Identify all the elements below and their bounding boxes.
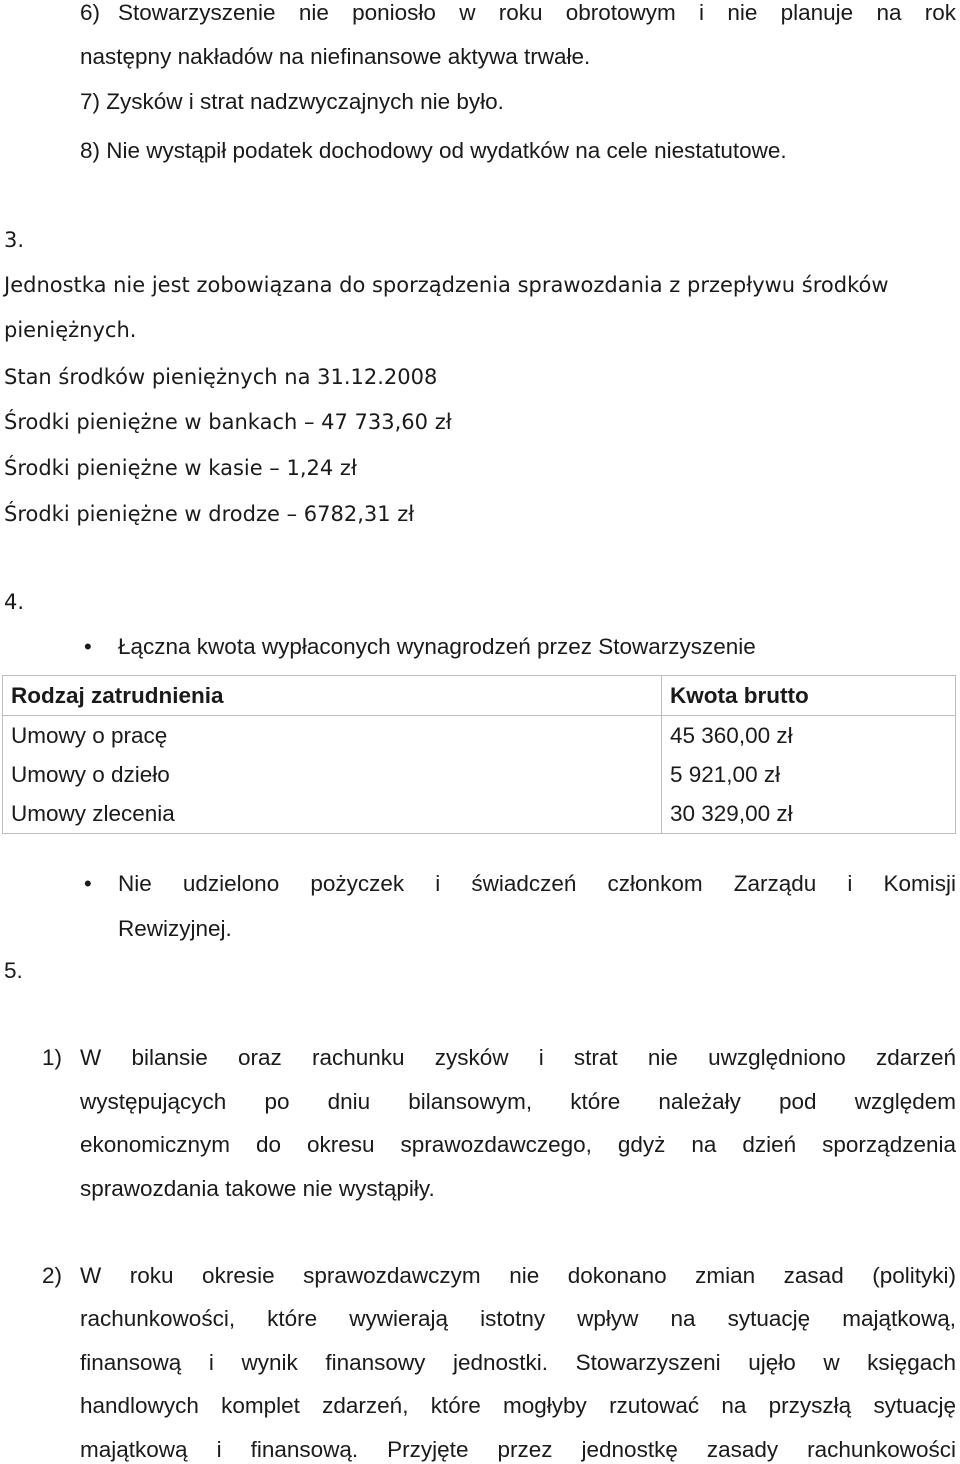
item-7: 7) Zysków i strat nadzwyczajnych nie było. — [80, 89, 504, 114]
table-cell-type: Umowy o dzieło — [3, 755, 662, 794]
item-2-line-2: rachunkowości, które wywierają istotny wpływ na sytuację majątkową, — [80, 1306, 956, 1331]
table-row — [3, 755, 956, 794]
section-5-bullet-line-1: Nie udzielono pożyczek i świadczeń członkom Zarządu i Komisji — [118, 871, 956, 896]
table-row — [3, 716, 956, 756]
item-2-line-4: handlowych komplet zdarzeń, które mogłyby rzutować na przyszłą sytuację — [80, 1393, 956, 1418]
item-2-line-5: majątkową i finansową. Przyjęte przez jednostkę zasady rachunkowości — [80, 1437, 956, 1462]
item-1-number: 1) — [42, 1045, 63, 1070]
section-3-heading: 3. — [4, 228, 25, 252]
item-6-number: 6) — [80, 0, 101, 25]
section-5-heading: 5. — [4, 958, 23, 983]
column-header-amount: Kwota brutto — [662, 676, 956, 716]
salary-table — [2, 675, 956, 834]
table-cell-type: Umowy o pracę — [3, 716, 662, 756]
table-cell-type: Umowy zlecenia — [3, 794, 662, 834]
section-3-line-2: pieniężnych. — [4, 318, 137, 342]
item-2-line-3: finansową i wynik finansowy jednostki. Stowarzyszeni ujęło w księgach — [80, 1350, 956, 1375]
table-header-row — [3, 676, 956, 716]
item-1-line-4: sprawozdania takowe nie wystąpiły. — [80, 1176, 435, 1201]
bullet-icon: • — [84, 871, 92, 896]
item-6-line-1: Stowarzyszenie nie poniosło w roku obrotowym i nie planuje na rok — [118, 0, 956, 25]
section-5-bullet-line-2: Rewizyjnej. — [118, 916, 232, 941]
table-cell-amount: 5 921,00 zł — [662, 755, 956, 794]
item-2-line-1: W roku okresie sprawozdawczym nie dokonano zmian zasad (polityki) — [80, 1263, 956, 1288]
cash-in-hand: Środki pieniężne w kasie – 1,24 zł — [4, 456, 357, 480]
cash-in-banks: Środki pieniężne w bankach – 47 733,60 zł — [4, 410, 452, 434]
item-2-number: 2) — [42, 1263, 63, 1288]
item-6-line-2: następny nakładów na niefinansowe aktywa trwałe. — [80, 44, 591, 69]
section-4-bullet-text: Łączna kwota wypłaconych wynagrodzeń przez Stowarzyszenie — [118, 634, 756, 659]
item-1-line-1: W bilansie oraz rachunku zysków i strat nie uwzględniono zdarzeń — [80, 1045, 956, 1070]
section-4-heading: 4. — [4, 590, 25, 614]
section-3-line-1: Jednostka nie jest zobowiązana do sporządzenia sprawozdania z przepływu środków — [4, 273, 889, 297]
section-3-line-3: Stan środków pieniężnych na 31.12.2008 — [4, 365, 438, 389]
item-1-line-2: występujących po dniu bilansowym, które należały pod względem — [80, 1089, 956, 1114]
table-row — [3, 794, 956, 834]
table-cell-amount: 45 360,00 zł — [662, 716, 956, 756]
column-header-type: Rodzaj zatrudnienia — [3, 676, 662, 716]
item-8: 8) Nie wystąpił podatek dochodowy od wydatków na cele niestatutowe. — [80, 138, 787, 163]
table-cell-amount: 30 329,00 zł — [662, 794, 956, 834]
item-1-line-3: ekonomicznym do okresu sprawozdawczego, gdyż na dzień sporządzenia — [80, 1132, 956, 1157]
bullet-icon: • — [84, 634, 92, 659]
cash-in-transit: Środki pieniężne w drodze – 6782,31 zł — [4, 502, 415, 526]
